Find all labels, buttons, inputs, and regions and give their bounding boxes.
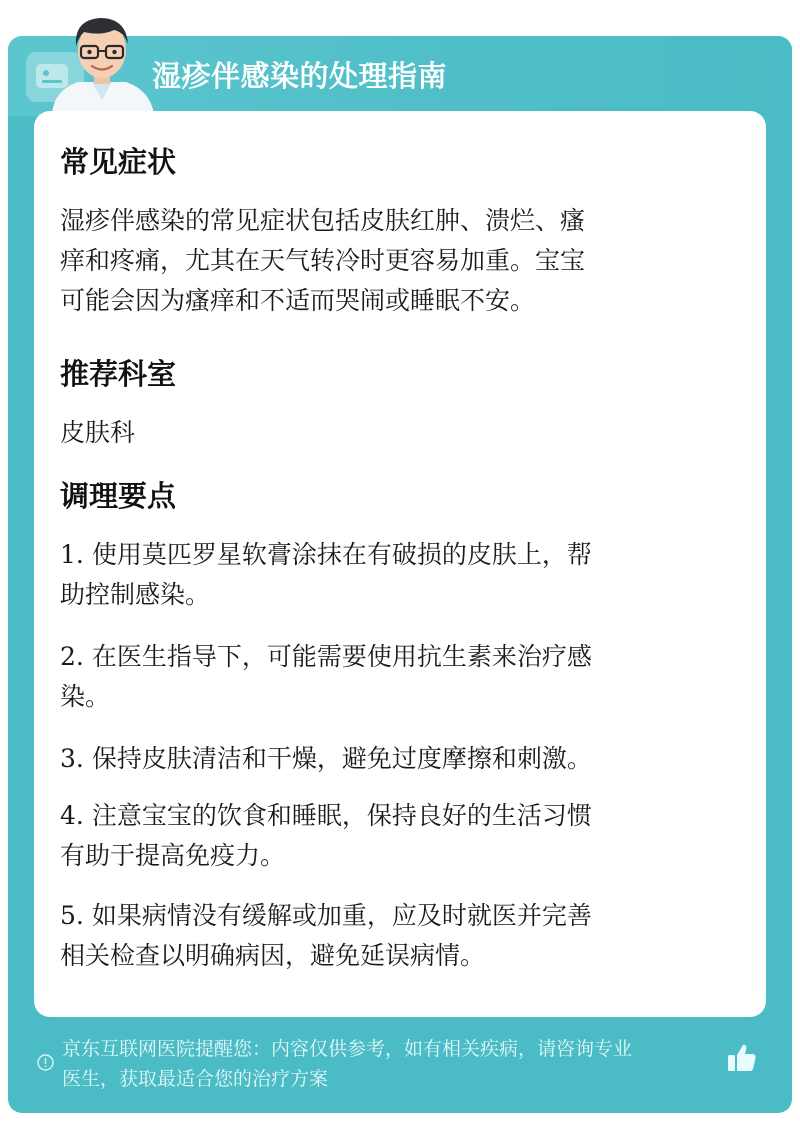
item-line: 相关检查以明确病因，避免延误病情。 [60, 941, 486, 970]
disclaimer-line: 医生，获取最适合您的治疗方案 [62, 1068, 329, 1090]
item-line: 助控制感染。 [60, 580, 211, 609]
section-title-department: 推荐科室 [60, 357, 177, 391]
disclaimer [62, 1034, 730, 1094]
list-item [60, 535, 730, 615]
page-title: 湿疹伴感染的处理指南 [152, 59, 448, 93]
item-number: 3. [60, 744, 84, 773]
item-line: 染。 [60, 682, 111, 711]
item-line: 使用莫匹罗星软膏涂抹在有破损的皮肤上，帮 [91, 540, 592, 569]
list-item [60, 637, 730, 717]
list-item [60, 739, 730, 779]
item-number: 1. [60, 540, 84, 569]
list-item [60, 796, 730, 876]
item-line: 有助于提高免疫力。 [60, 841, 286, 870]
thumbs-up-icon[interactable] [726, 1042, 758, 1074]
item-line: 在医生指导下，可能需要使用抗生素来治疗感 [91, 642, 592, 671]
list-item [60, 896, 730, 976]
item-line: 保持皮肤清洁和干燥，避免过度摩擦和刺激。 [91, 744, 592, 773]
item-number: 2. [60, 642, 84, 671]
department-text: 皮肤科 [60, 418, 136, 447]
doctor-avatar [44, 10, 160, 114]
symptoms-text [60, 201, 730, 321]
item-line: 注意宝宝的饮食和睡眠，保持良好的生活习惯 [91, 801, 592, 830]
symptoms-line: 痒和疼痛，尤其在天气转冷时更容易加重。宝宝 [60, 246, 586, 275]
section-title-care-points: 调理要点 [60, 479, 177, 513]
symptoms-line: 湿疹伴感染的常见症状包括皮肤红肿、溃烂、瘙 [60, 206, 586, 235]
item-line: 如果病情没有缓解或加重，应及时就医并完善 [91, 901, 592, 930]
symptoms-line: 可能会因为瘙痒和不适而哭闹或睡眠不安。 [60, 286, 536, 315]
disclaimer-line: 京东互联网医院提醒您：内容仅供参考，如有相关疾病，请咨询专业 [62, 1038, 633, 1060]
item-number: 5. [60, 901, 84, 930]
info-icon [37, 1054, 54, 1071]
section-title-symptoms: 常见症状 [60, 145, 177, 179]
item-number: 4. [60, 801, 84, 830]
